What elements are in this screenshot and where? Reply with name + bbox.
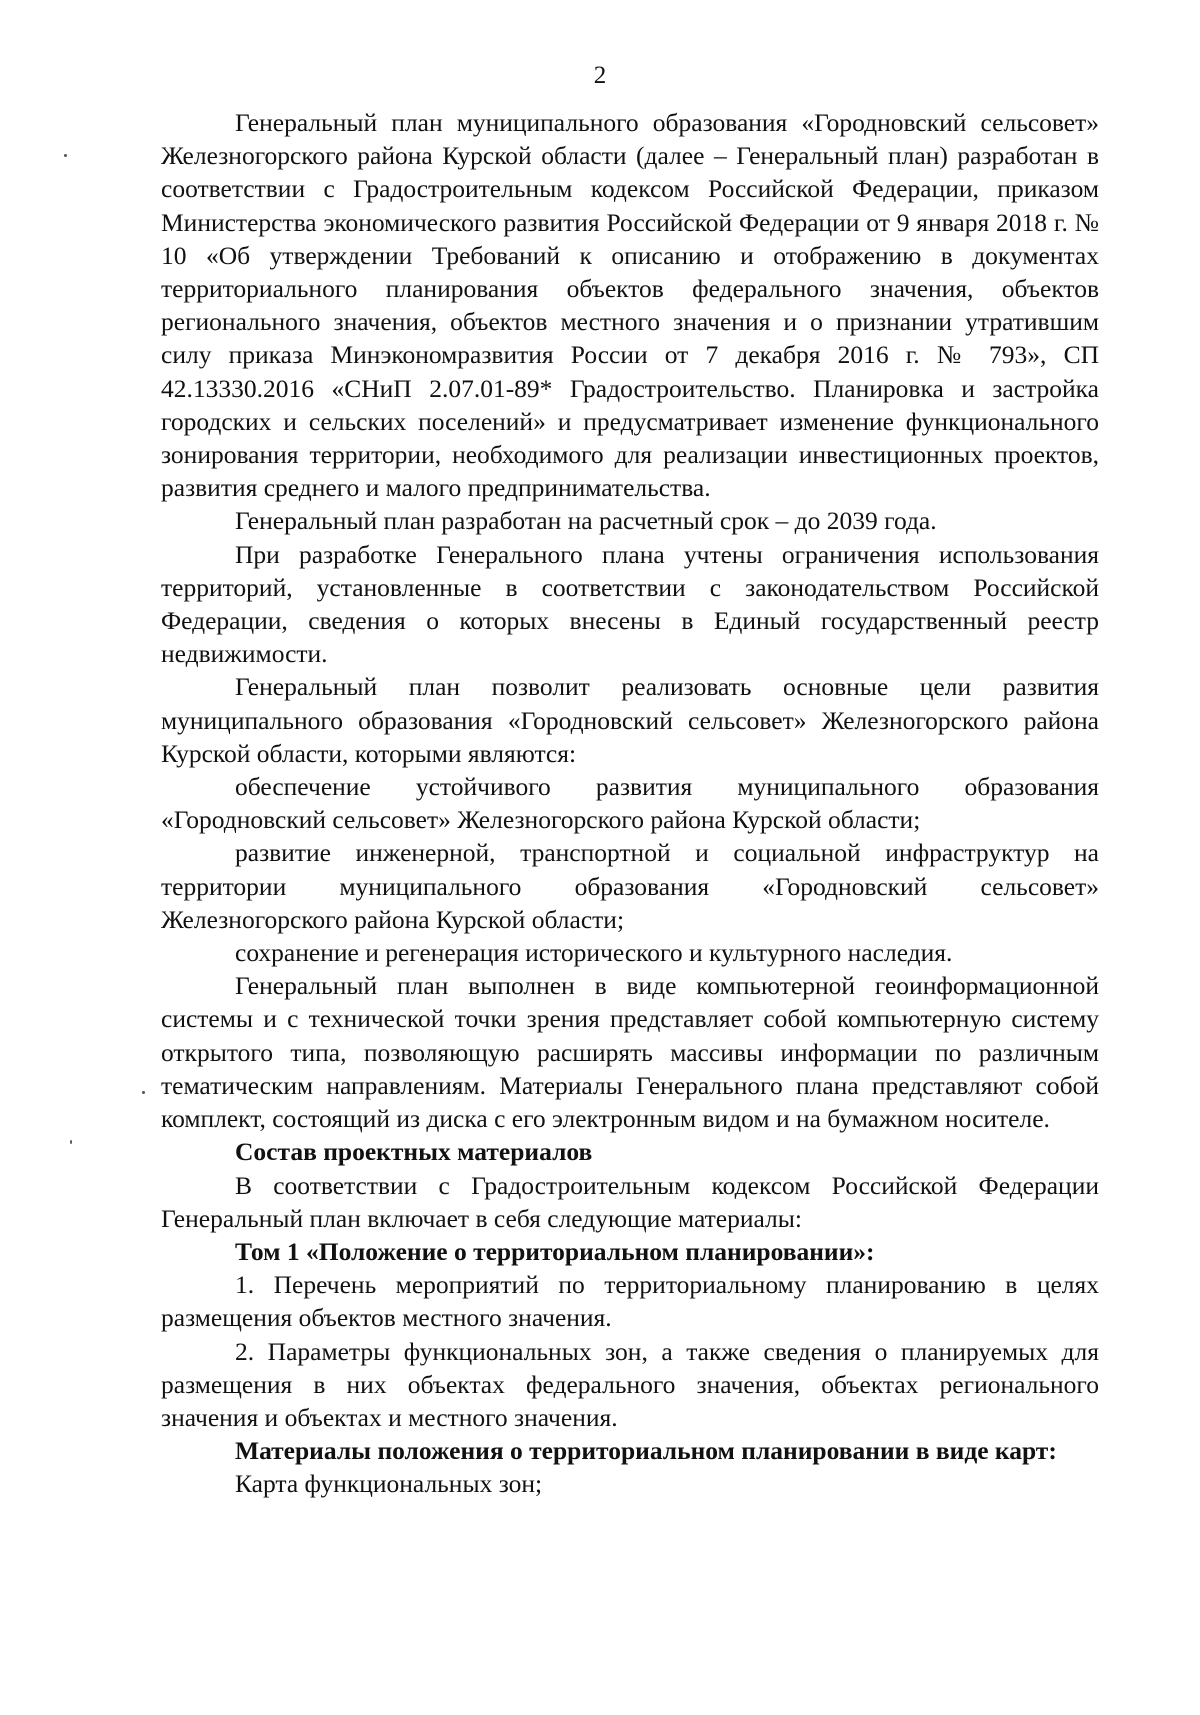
list-item-functional-zones-map: Карта функциональных зон; <box>235 1469 543 1499</box>
document-body <box>161 106 1099 1501</box>
paragraph-goals: Генеральный план позволит реализовать основные цели развития муниципального образования «Городновский сельсовет» Железногорского района Курской области, которыми являются: <box>161 672 1099 768</box>
goal-item-sustainable-development: обеспечение устойчивого развития муниципального образования «Городновский сельсовет» Железногорского района Курской области; <box>161 772 1099 835</box>
scan-speck <box>70 1140 72 1144</box>
paragraph-intro: Генеральный план муниципального образования «Городновский сельсовет» Железногорского района Курской области (далее – Генеральный план) разработан в соответствии с Градостроительным кодексом Российской Федерации, приказом Министерства экономического развития Российской Федерации от 9 января 2018 г. № 10 «Об утверждении Требований к описанию и отображению в документах территориального планирования объектов федерального значения, объектов регионального значения, объектов местного значения и о признании утратившим силу приказа Минэкономразвития России от 7 декабря 2016 г. № 793», СП 42.13330.2016 «СНиП 2.07.01-89* Градостроительство. Планировка и застройка городских и сельских поселений» и предусматривает изменение функционального зонирования территории, необходимого для реализации инвестиционных проектов, развития среднего и малого предпринимательства. <box>161 108 1099 503</box>
page-number: 2 <box>593 62 607 89</box>
heading-volume-1: Том 1 «Положение о территориальном планировании»: <box>235 1236 875 1266</box>
scan-speck <box>142 1091 145 1094</box>
paragraph-term: Генеральный план разработан на расчетный срок – до 2039 года. <box>235 506 937 536</box>
scan-speck <box>64 154 67 157</box>
goal-item-heritage: сохранение и регенерация исторического и культурного наследия. <box>235 938 953 968</box>
paragraph-restrictions: При разработке Генерального плана учтены ограничения использования территорий, установленные в соответствии с законодательством Российской Федерации, сведения о которых внесены в Единый государственный реестр недвижимости. <box>161 539 1099 669</box>
list-item-measures: 1. Перечень мероприятий по территориальному планированию в целях размещения объектов местного значения. <box>161 1270 1099 1333</box>
paragraph-composition: В соответствии с Градостроительным кодексом Российской Федерации Генеральный план включает в себя следующие материалы: <box>161 1170 1099 1233</box>
list-item-zone-parameters: 2. Параметры функциональных зон, а также сведения о планируемых для размещения в них объектах федерального значения, объектах регионального значения и объектах и местного значения. <box>161 1336 1099 1432</box>
heading-map-materials: Материалы положения о территориальном планировании в виде карт: <box>235 1436 1057 1466</box>
heading-project-materials: Состав проектных материалов <box>235 1137 593 1167</box>
goal-item-infrastructure: развитие инженерной, транспортной и социальной инфраструктур на территории муниципального образования «Городновский сельсовет» Железногорского района Курской области; <box>161 838 1099 934</box>
paragraph-gis: Генеральный план выполнен в виде компьютерной геоинформационной системы и с технической точки зрения представляет собой компьютерную систему открытого типа, позволяющую расширять массивы информации по различным тематическим направлениям. Материалы Генерального плана представляют собой комплект, состоящий из диска с его электронным видом и на бумажном носителе. <box>161 971 1099 1134</box>
